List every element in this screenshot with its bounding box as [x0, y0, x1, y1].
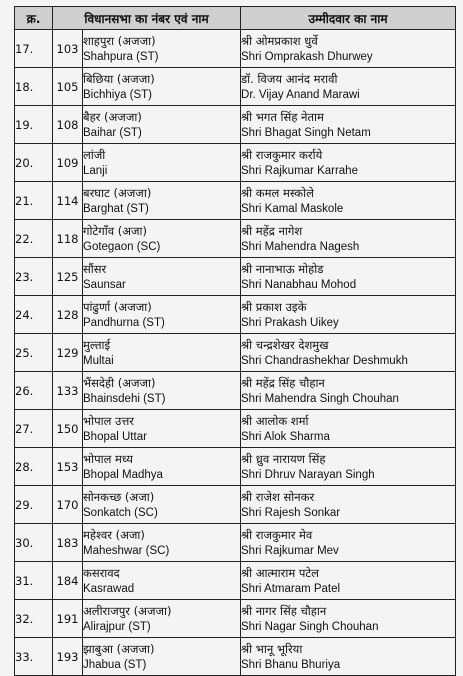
- candidate-name-english: Shri Rajkumar Karrahe: [241, 164, 358, 177]
- table-row: [15, 144, 456, 182]
- serial-number: 30.: [15, 524, 53, 562]
- constituency-name-cell: [83, 258, 241, 296]
- constituency-name-hindi: भोपाल मध्य: [83, 451, 133, 466]
- candidate-name-english: Shri Kamal Maskole: [241, 202, 344, 215]
- candidate-name-hindi: श्री आलोक शर्मा: [241, 413, 309, 428]
- candidate-name-english: Dr. Vijay Anand Marawi: [241, 88, 360, 101]
- candidate-name-hindi: श्री प्रकाश उइके: [241, 299, 307, 314]
- serial-number: 28.: [15, 448, 53, 486]
- constituency-name-english: Baihar (ST): [83, 126, 142, 139]
- candidate-name-cell: [241, 106, 456, 144]
- constituency-name-english: Saunsar: [83, 278, 126, 291]
- candidate-name-english: Shri Bhagat Singh Netam: [241, 126, 371, 139]
- constituency-name-cell: [83, 334, 241, 372]
- constituency-name-english: Bichhiya (ST): [83, 88, 153, 101]
- constituency-name-hindi: शाहपुरा (अजजा): [83, 33, 156, 48]
- constituency-name-cell: [83, 410, 241, 448]
- constituency-name-cell: [83, 68, 241, 106]
- constituency-number: 170: [53, 486, 83, 524]
- candidate-name-cell: [241, 448, 456, 486]
- constituency-number: 114: [53, 182, 83, 220]
- table-row: [15, 562, 456, 600]
- candidate-name-cell: [241, 410, 456, 448]
- constituency-name-hindi: अलीराजपुर (अजजा): [83, 603, 172, 618]
- constituency-number: 129: [53, 334, 83, 372]
- constituency-name-hindi: झाबुआ (अजजा): [83, 641, 155, 656]
- constituency-name-cell: [83, 600, 241, 638]
- constituency-name-hindi: बिछिया (अजजा): [83, 71, 155, 86]
- serial-number: 19.: [15, 106, 53, 144]
- candidate-name-english: Shri Chandrashekhar Deshmukh: [241, 354, 408, 367]
- constituency-name-cell: [83, 106, 241, 144]
- constituency-name-english: Barghat (ST): [83, 202, 149, 215]
- table-row: [15, 220, 456, 258]
- candidate-name-hindi: श्री महेंद्र सिंह चौहान: [241, 375, 325, 390]
- constituency-name-cell: [83, 486, 241, 524]
- candidate-name-english: Shri Bhanu Bhuriya: [241, 658, 341, 671]
- candidate-name-hindi: श्री महेंद्र नागेश: [241, 223, 303, 238]
- candidate-name-cell: [241, 486, 456, 524]
- header-serial-number: क्र.: [15, 7, 53, 30]
- constituency-number: 153: [53, 448, 83, 486]
- serial-number: 24.: [15, 296, 53, 334]
- table-row: [15, 448, 456, 486]
- candidate-name-hindi: श्री कमल मस्कोले: [241, 185, 314, 200]
- candidate-name-hindi: श्री भानू भूरिया: [241, 641, 303, 656]
- constituency-number: 184: [53, 562, 83, 600]
- candidate-name-cell: [241, 30, 456, 68]
- constituency-name-english: Lanji: [83, 164, 108, 177]
- candidate-name-english: Shri Rajesh Sonkar: [241, 506, 341, 519]
- constituency-number: 108: [53, 106, 83, 144]
- serial-number: 21.: [15, 182, 53, 220]
- candidate-list-document: [14, 6, 455, 676]
- candidate-table: [14, 6, 456, 676]
- candidate-name-english: Shri Rajkumar Mev: [241, 544, 339, 557]
- serial-number: 31.: [15, 562, 53, 600]
- constituency-number: 103: [53, 30, 83, 68]
- constituency-name-english: Shahpura (ST): [83, 50, 159, 63]
- serial-number: 18.: [15, 68, 53, 106]
- table-row: [15, 106, 456, 144]
- candidate-name-cell: [241, 296, 456, 334]
- constituency-name-english: Jhabua (ST): [83, 658, 147, 671]
- constituency-name-hindi: कसरावद: [83, 565, 120, 580]
- candidate-name-english: Shri Prakash Uikey: [241, 316, 339, 329]
- candidate-name-hindi: श्री भगत सिंह नेताम: [241, 109, 324, 124]
- constituency-name-english: Sonkatch (SC): [83, 506, 158, 519]
- constituency-name-hindi: बैहर (अजजा): [83, 109, 142, 124]
- candidate-name-english: Shri Dhruv Narayan Singh: [241, 468, 375, 481]
- constituency-number: 133: [53, 372, 83, 410]
- table-body: [15, 30, 456, 676]
- table-row: [15, 600, 456, 638]
- candidate-name-cell: [241, 144, 456, 182]
- table-row: [15, 638, 456, 676]
- candidate-name-hindi: श्री आत्माराम पटेल: [241, 565, 319, 580]
- constituency-name-english: Maheshwar (SC): [83, 544, 170, 557]
- table-row: [15, 372, 456, 410]
- candidate-name-english: Shri Atmaram Patel: [241, 582, 341, 595]
- candidate-name-cell: [241, 562, 456, 600]
- candidate-name-cell: [241, 638, 456, 676]
- candidate-name-cell: [241, 524, 456, 562]
- constituency-name-cell: [83, 638, 241, 676]
- table-row: [15, 296, 456, 334]
- candidate-name-hindi: श्री राजकुमार मेव: [241, 527, 313, 542]
- constituency-name-cell: [83, 30, 241, 68]
- table-header-row: [15, 7, 456, 30]
- serial-number: 22.: [15, 220, 53, 258]
- serial-number: 29.: [15, 486, 53, 524]
- constituency-name-english: Kasrawad: [83, 582, 135, 595]
- constituency-name-cell: [83, 562, 241, 600]
- table-row: [15, 30, 456, 68]
- constituency-name-hindi: सौंसर: [83, 261, 107, 276]
- candidate-name-english: Shri Alok Sharma: [241, 430, 330, 443]
- table-row: [15, 524, 456, 562]
- candidate-name-english: Shri Mahendra Nagesh: [241, 240, 360, 253]
- constituency-name-hindi: पांढुर्णा (अजजा): [83, 299, 152, 314]
- candidate-name-hindi: श्री ध्रुव नारायण सिंह: [241, 451, 326, 466]
- constituency-name-cell: [83, 372, 241, 410]
- constituency-number: 128: [53, 296, 83, 334]
- constituency-name-hindi: भैंसदेही (अजजा): [83, 375, 156, 390]
- serial-number: 32.: [15, 600, 53, 638]
- constituency-number: 125: [53, 258, 83, 296]
- serial-number: 20.: [15, 144, 53, 182]
- candidate-name-cell: [241, 258, 456, 296]
- candidate-name-hindi: डॉ. विजय आनंद मरावी: [241, 71, 338, 86]
- constituency-name-hindi: भोपाल उत्तर: [83, 413, 134, 428]
- constituency-name-hindi: मुल्ताई: [83, 337, 111, 352]
- constituency-number: 183: [53, 524, 83, 562]
- constituency-name-hindi: सोनकच्छ (अजा): [83, 489, 155, 504]
- candidate-name-cell: [241, 182, 456, 220]
- constituency-name-english: Bhopal Madhya: [83, 468, 163, 481]
- constituency-number: 191: [53, 600, 83, 638]
- constituency-number: 109: [53, 144, 83, 182]
- constituency-name-cell: [83, 448, 241, 486]
- constituency-name-english: Gotegaon (SC): [83, 240, 161, 253]
- serial-number: 33.: [15, 638, 53, 676]
- constituency-name-hindi: लांजी: [83, 147, 106, 162]
- constituency-number: 150: [53, 410, 83, 448]
- candidate-name-cell: [241, 220, 456, 258]
- serial-number: 23.: [15, 258, 53, 296]
- constituency-number: 193: [53, 638, 83, 676]
- serial-number: 17.: [15, 30, 53, 68]
- constituency-name-cell: [83, 296, 241, 334]
- constituency-name-english: Multai: [83, 354, 114, 367]
- table-row: [15, 258, 456, 296]
- table-row: [15, 486, 456, 524]
- constituency-name-cell: [83, 220, 241, 258]
- constituency-name-cell: [83, 524, 241, 562]
- constituency-name-cell: [83, 144, 241, 182]
- candidate-name-hindi: श्री ओमप्रकाश धुर्वे: [241, 33, 318, 48]
- candidate-name-cell: [241, 600, 456, 638]
- candidate-name-english: Shri Nagar Singh Chouhan: [241, 620, 379, 633]
- candidate-name-english: Shri Omprakash Dhurwey: [241, 50, 373, 63]
- constituency-name-english: Bhopal Uttar: [83, 430, 147, 443]
- constituency-name-english: Bhainsdehi (ST): [83, 392, 166, 405]
- constituency-name-hindi: महेश्वर (अजा): [83, 527, 145, 542]
- candidate-name-english: Shri Nanabhau Mohod: [241, 278, 357, 291]
- constituency-number: 118: [53, 220, 83, 258]
- constituency-name-english: Alirajpur (ST): [83, 620, 151, 633]
- serial-number: 26.: [15, 372, 53, 410]
- candidate-name-hindi: श्री नानाभाऊ मोहोड: [241, 261, 324, 276]
- candidate-name-hindi: श्री राजेश सोनकर: [241, 489, 315, 504]
- candidate-name-hindi: श्री चन्द्रशेखर देशमुख: [241, 337, 329, 352]
- candidate-name-hindi: श्री नागर सिंह चौहान: [241, 603, 327, 618]
- candidate-name-cell: [241, 372, 456, 410]
- constituency-number: 105: [53, 68, 83, 106]
- candidate-name-english: Shri Mahendra Singh Chouhan: [241, 392, 399, 405]
- constituency-name-english: Pandhurna (ST): [83, 316, 165, 329]
- table-row: [15, 334, 456, 372]
- serial-number: 27.: [15, 410, 53, 448]
- constituency-name-cell: [83, 182, 241, 220]
- table-row: [15, 410, 456, 448]
- candidate-name-hindi: श्री राजकुमार कर्राये: [241, 147, 323, 162]
- table-row: [15, 182, 456, 220]
- serial-number: 25.: [15, 334, 53, 372]
- constituency-name-hindi: गोटेगाँव (अजा): [83, 223, 148, 238]
- candidate-name-cell: [241, 334, 456, 372]
- header-candidate: उम्मीदवार का नाम: [241, 7, 456, 30]
- header-constituency: विधानसभा का नंबर एवं नाम: [53, 7, 241, 30]
- candidate-name-cell: [241, 68, 456, 106]
- table-row: [15, 68, 456, 106]
- constituency-name-hindi: बरघाट (अजजा): [83, 185, 152, 200]
